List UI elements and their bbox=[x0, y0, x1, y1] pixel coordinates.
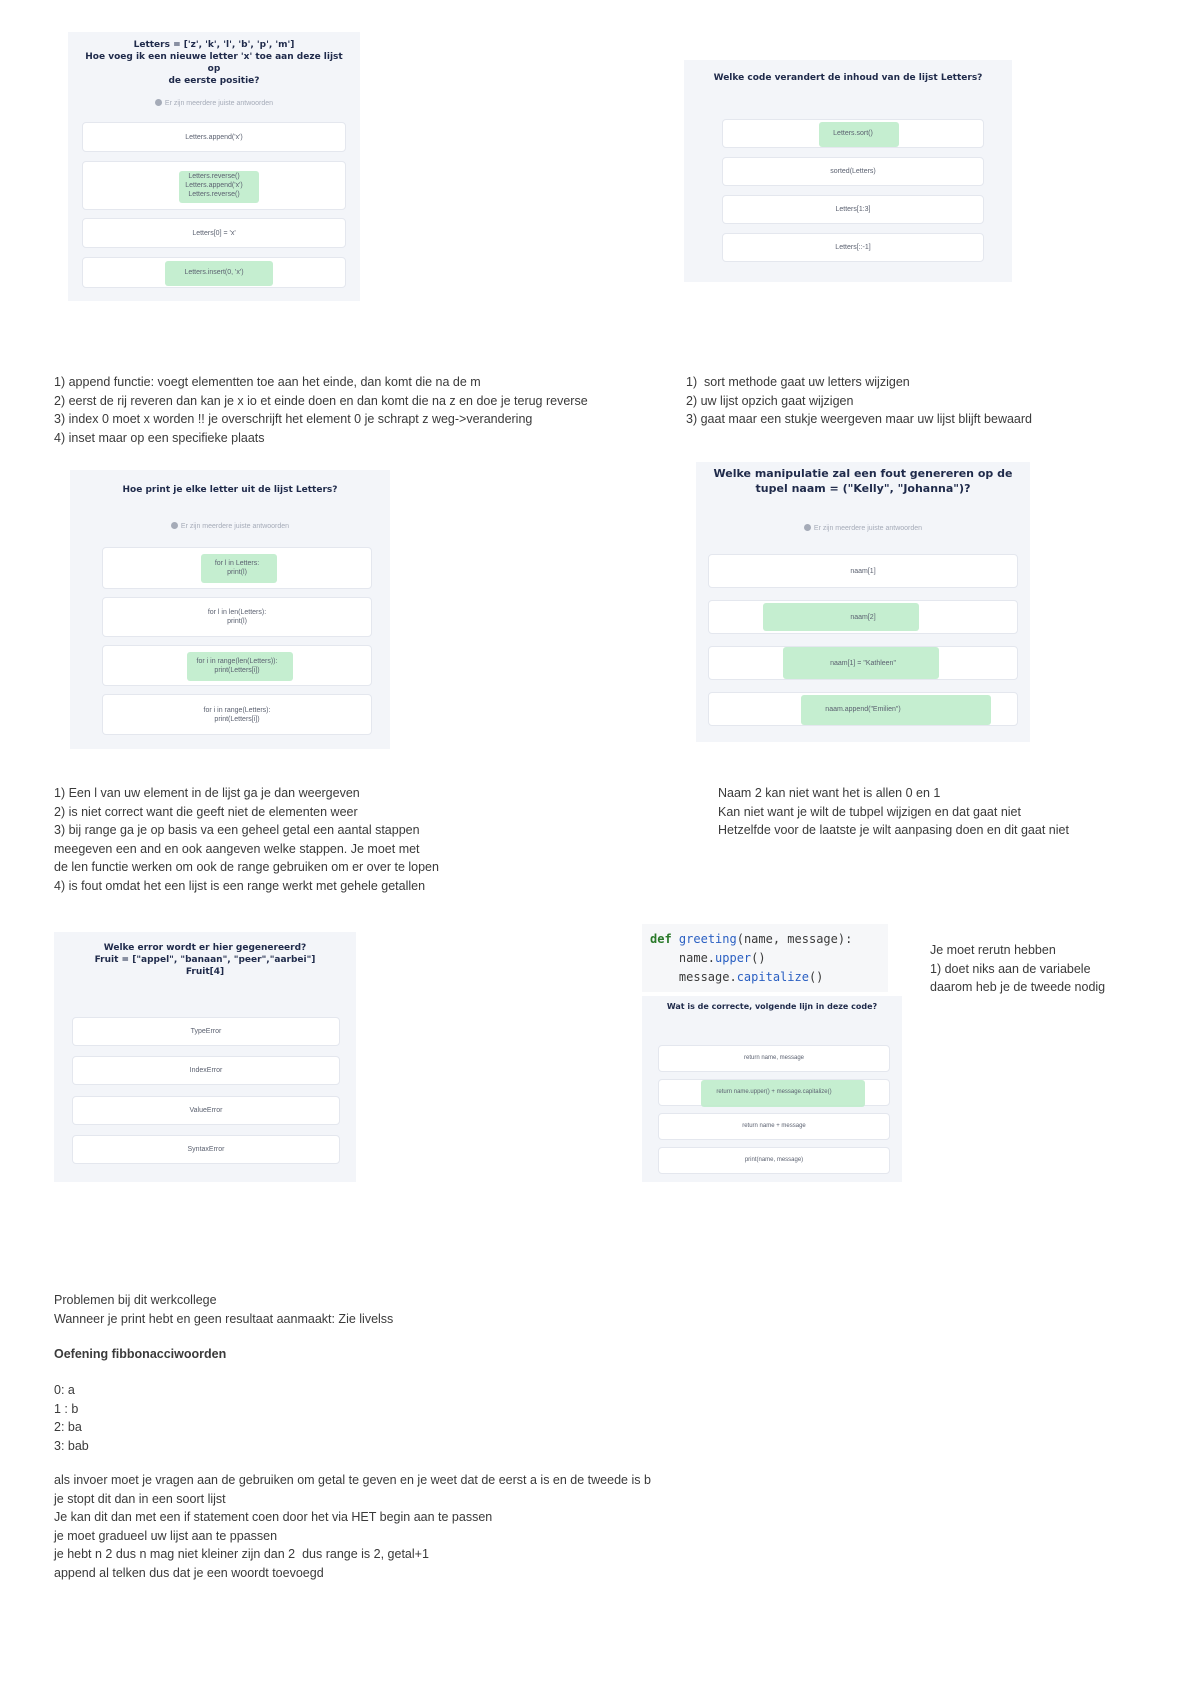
note-sort: 1) sort methode gaat uw letters wijzigen 2) uw lijst opzich gaat wijzigen 3) gaat maar een stukje weergeven maar uw lijst blijft bewaard bbox=[686, 375, 1033, 426]
answer-option[interactable]: Letters[1:3] bbox=[722, 195, 984, 224]
answer-highlight bbox=[763, 603, 919, 631]
answer-option[interactable]: SyntaxError bbox=[72, 1135, 340, 1164]
note-problems: Problemen bij dit werkcollege Wanneer je print hebt en geen resultaat aanmaakt: Zie livelss bbox=[54, 1293, 394, 1326]
answer-option-selected[interactable]: return name.upper() + message.capitalize() bbox=[658, 1079, 890, 1106]
answer-option[interactable]: Letters[0] = 'x' bbox=[82, 218, 346, 248]
code-function-name: greeting bbox=[678, 932, 737, 946]
question-text: Hoe print je elke letter uit de lijst Letters? bbox=[122, 485, 338, 495]
answer-option[interactable]: for i in range(Letters): print(Letters[i]) bbox=[102, 694, 372, 735]
answer-option[interactable]: return name, message bbox=[658, 1045, 890, 1072]
answer-option-selected[interactable]: for i in range(len(Letters)): print(Letters[i]) bbox=[102, 645, 372, 686]
answer-option-selected[interactable]: Letters.insert(0, 'x') bbox=[82, 257, 346, 288]
hint-text: Er zijn meerdere juiste antwoorden bbox=[68, 99, 360, 107]
answer-option[interactable]: for l in len(Letters): print(l) bbox=[102, 597, 372, 637]
answer-option[interactable]: ValueError bbox=[72, 1096, 340, 1125]
answer-option-selected[interactable]: Letters.reverse() Letters.append('x') Letters.reverse() bbox=[82, 161, 346, 210]
answer-option[interactable]: Letters.append('x') bbox=[82, 122, 346, 152]
info-icon bbox=[155, 99, 162, 106]
question-text: Welke error wordt er hier gegenereerd? Fruit = ["appel", "banaan", "peer","aarbei"] Fruit[4] bbox=[94, 943, 316, 977]
hint-text: Er zijn meerdere juiste antwoorden bbox=[70, 522, 390, 530]
quiz-card-modify-list bbox=[684, 60, 1012, 282]
answer-option[interactable]: print(name, message) bbox=[658, 1147, 890, 1174]
answer-option-selected[interactable]: naam[2] bbox=[708, 600, 1018, 634]
info-icon bbox=[171, 522, 178, 529]
note-append-insert: 1) append functie: voegt elementten toe aan het einde, dan komt die na de m 2) eerst de rij reveren dan kan je x io et einde doen en dan komt die na z en doe je terug reverse 3) index 0 moet x worden !! je overschrijft het element 0 je schrapt z weg->verandering 4) inset maar op een specifieke plaats bbox=[54, 375, 588, 445]
answer-option[interactable]: return name + message bbox=[658, 1113, 890, 1140]
answer-option-selected[interactable]: naam[1] = "Kathleen" bbox=[708, 646, 1018, 680]
quiz-card-print-letters bbox=[70, 470, 390, 749]
answer-option-selected[interactable]: for l in Letters: print(l) bbox=[102, 547, 372, 589]
question-text: Letters = ['z', 'k', 'l', 'b', 'p', 'm'] Hoe voeg ik een nieuwe letter 'x' toe aan deze lijst op de eerste positie? bbox=[85, 40, 343, 86]
answer-option-selected[interactable]: Letters.sort() bbox=[722, 119, 984, 148]
answer-option-selected[interactable]: naam.append("Emilien") bbox=[708, 692, 1018, 726]
note-range: 1) Een l van uw element in de lijst ga je dan weergeven 2) is niet correct want die geeft niet de elementen weer 3) bij range ga je op basis va een geheel getal een aantal stappen meegeven een and en ook aangeven welke stappen. Je moet met de len functie werken om ook de range gebruiken om er over te lopen 4) is fout omdat het een lijst is een range werkt met gehele getallen bbox=[54, 786, 439, 893]
question-text: Welke manipulatie zal een fout genereren op de tupel naam = ("Kelly", "Johanna")? bbox=[713, 467, 1013, 495]
answer-option[interactable]: naam[1] bbox=[708, 554, 1018, 588]
note-tuple: Naam 2 kan niet want het is allen 0 en 1 Kan niet want je wilt de tubpel wijzigen en dat gaat niet Hetzelfde voor de laatste je wilt aanpasing doen en dit gaat niet bbox=[718, 786, 1069, 837]
quiz-card-index-error bbox=[54, 932, 356, 1182]
answer-option[interactable]: TypeError bbox=[72, 1017, 340, 1046]
note-return: Je moet rerutn hebben 1) doet niks aan de variabele daarom heb je de tweede nodig bbox=[930, 943, 1106, 994]
answer-option[interactable]: IndexError bbox=[72, 1056, 340, 1085]
code-snippet: def greeting(name, message): name.upper() message.capitalize() bbox=[642, 924, 888, 992]
answer-option[interactable]: Letters[::-1] bbox=[722, 233, 984, 262]
info-icon bbox=[804, 524, 811, 531]
hint-text: Er zijn meerdere juiste antwoorden bbox=[696, 524, 1030, 532]
answer-option[interactable]: sorted(Letters) bbox=[722, 157, 984, 186]
exercise-heading: Oefening fibbonacciwoorden bbox=[54, 1347, 227, 1361]
question-text: Welke code verandert de inhoud van de lijst Letters? bbox=[713, 73, 983, 83]
note-fibonacci-explanation: als invoer moet je vragen aan de gebruiken om getal te geven en je weet dat de eerst a is en de tweede is b je stopt dit dan in een soort lijst Je kan dit dan met een if statement coen door het via HET begin aan te passen je moet gradueel uw lijst aan te ppassen je hebt n 2 dus n mag niet kleiner zijn dan 2 dus range is 2, getal+1 append al telken dus dat je een woordt toevoegd bbox=[54, 1473, 651, 1580]
quiz-card-insert-letter bbox=[68, 32, 360, 301]
quiz-card-next-line bbox=[642, 996, 902, 1182]
code-keyword: def bbox=[650, 932, 672, 946]
question-text: Wat is de correcte, volgende lijn in deze code? bbox=[666, 1002, 878, 1011]
quiz-card-tuple-error bbox=[696, 462, 1030, 742]
fibonacci-words: 0: a 1 : b 2: ba 3: bab bbox=[54, 1383, 89, 1453]
